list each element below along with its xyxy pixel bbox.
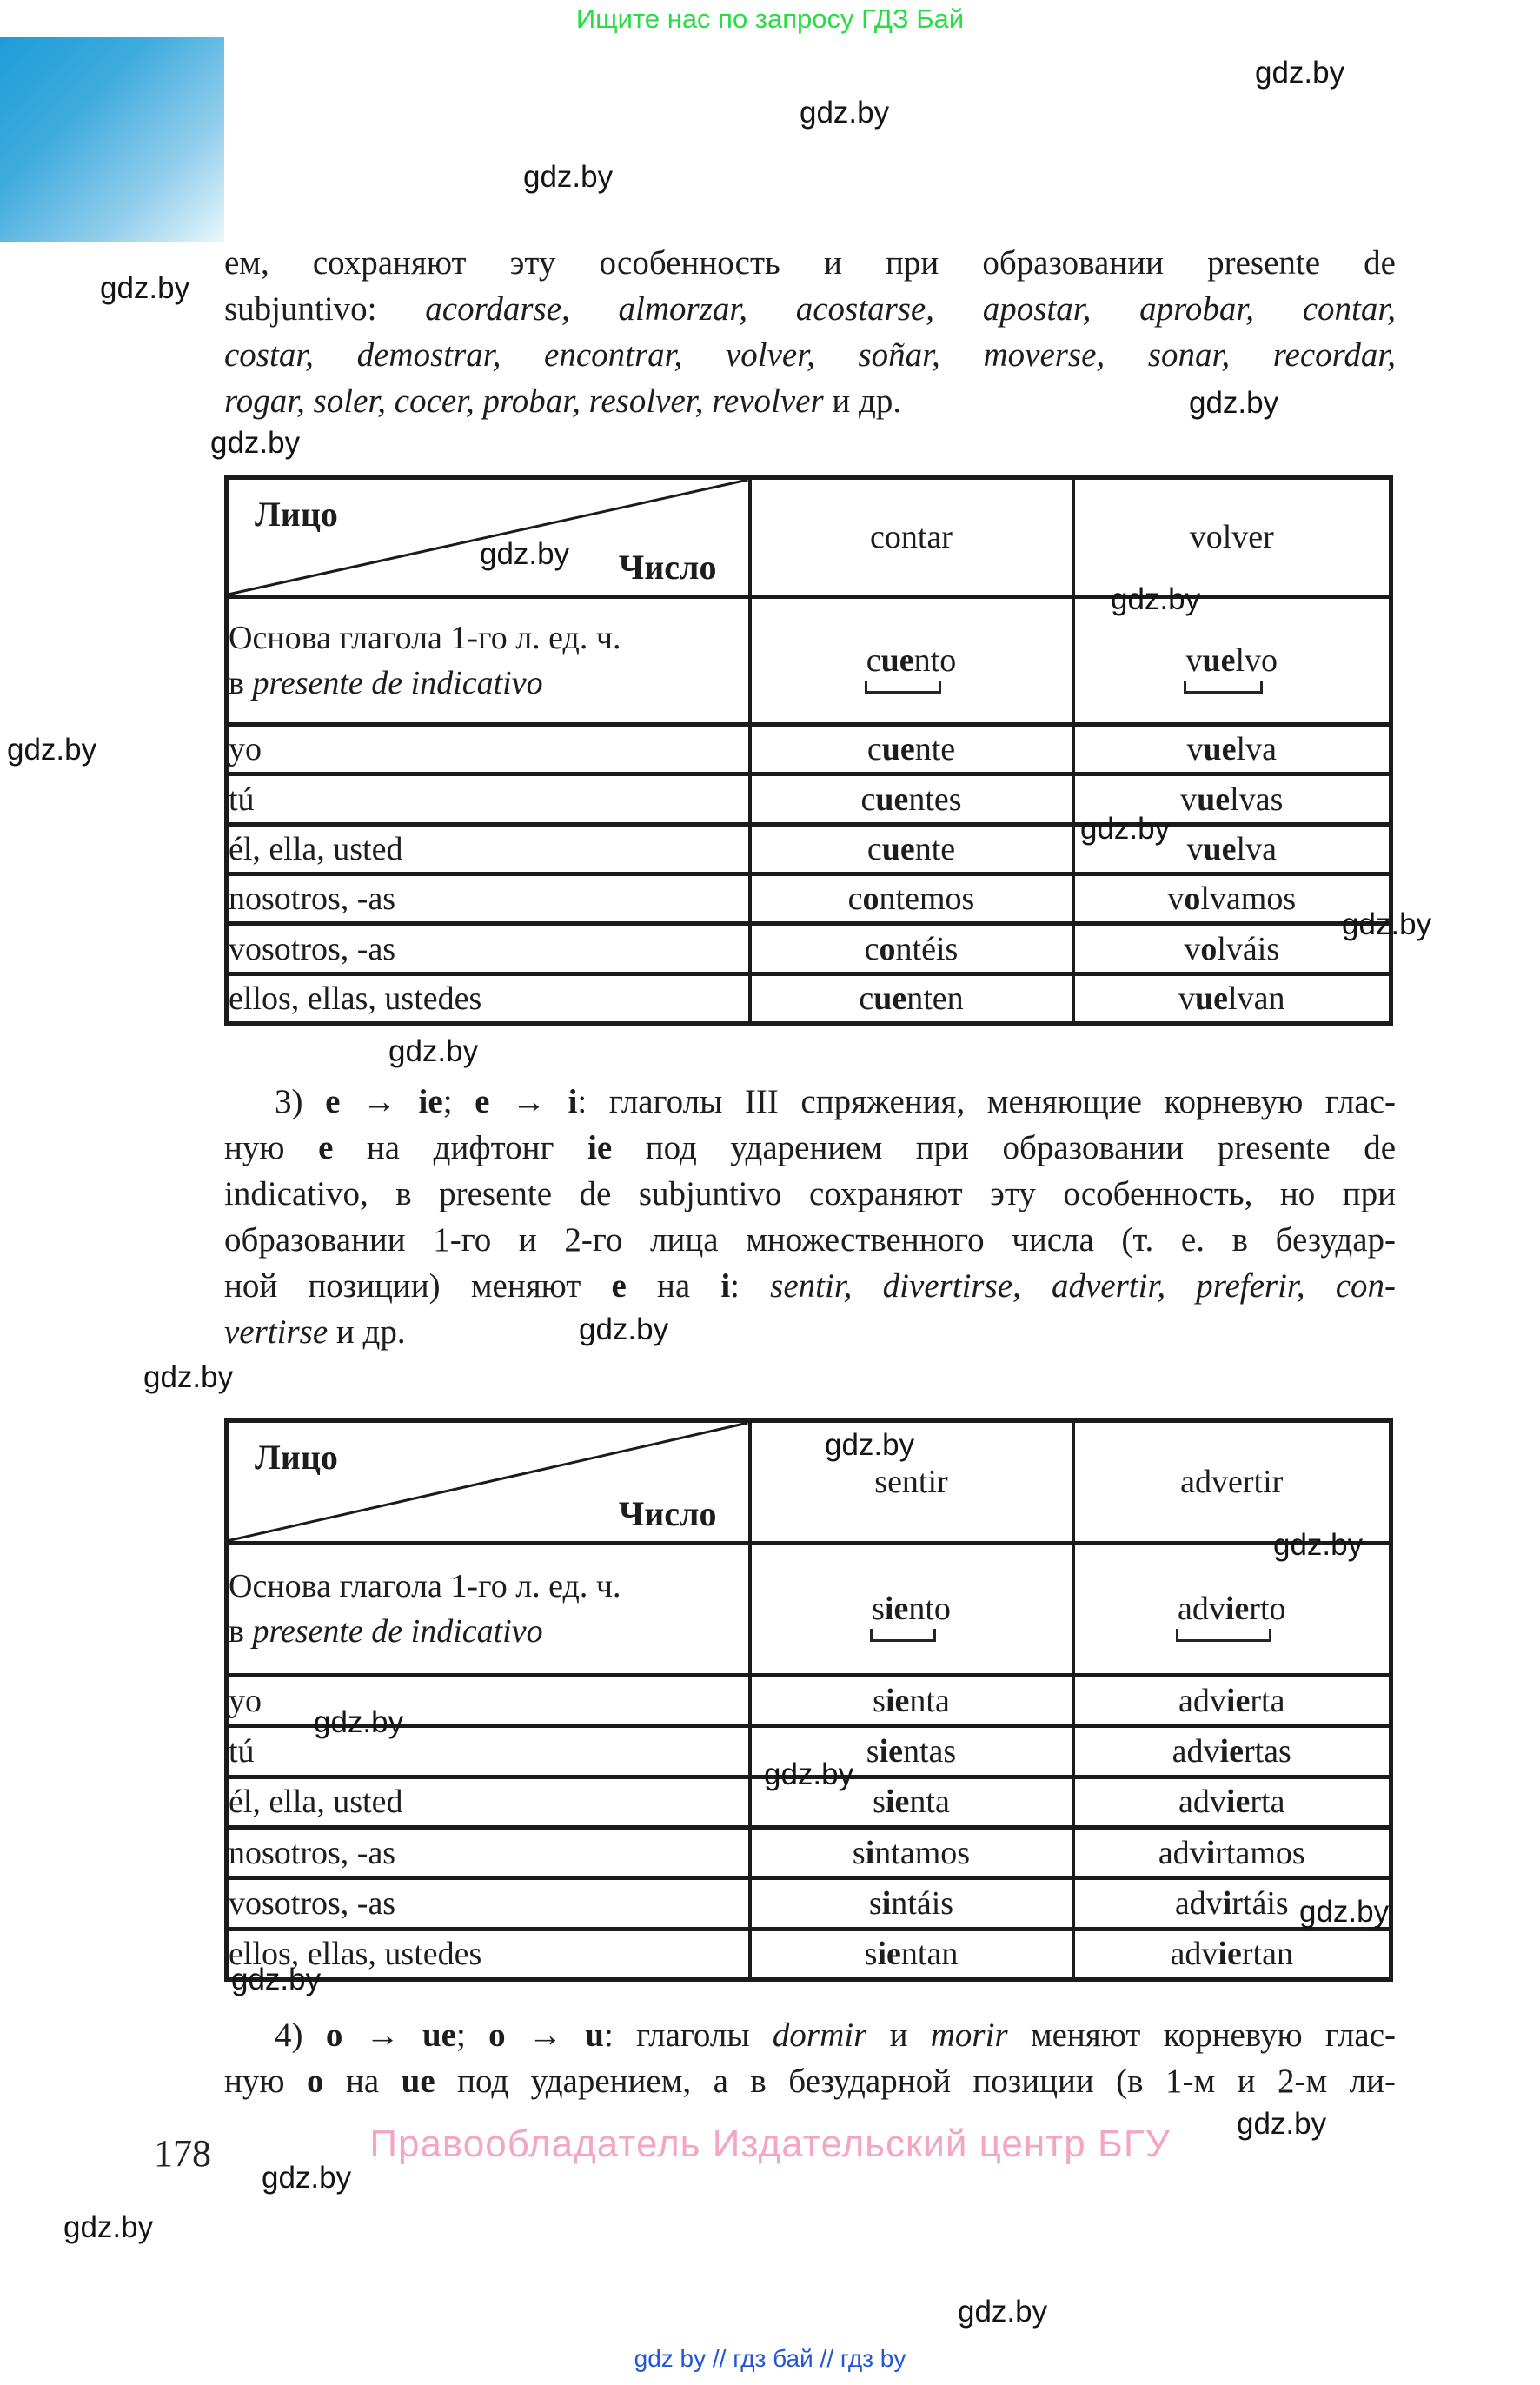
person-cell: él, ella, usted <box>227 1777 750 1827</box>
text-line: costar, demostrar, encontrar, volver, soñar, moverse, sonar, recordar, <box>224 336 1396 374</box>
diagonal-header-cell <box>227 1421 750 1544</box>
gdz-watermark: gdz.by <box>579 1312 669 1346</box>
person-axis-label: Лицо <box>255 1438 338 1477</box>
conjugation-cell: cuente <box>750 824 1073 874</box>
conjugation-cell: sienta <box>750 1675 1073 1725</box>
conjugation-cell: advirtamos <box>1073 1827 1391 1877</box>
text-line: subjuntivo: acordarse, almorzar, acostarse, apostar, aprobar, contar, <box>224 290 1396 328</box>
person-axis-label: Лицо <box>255 495 338 534</box>
conjugation-cell: sintáis <box>750 1878 1073 1929</box>
stem-row <box>227 1543 1391 1675</box>
table-row <box>227 725 1391 774</box>
gdz-watermark: gdz.by <box>764 1757 854 1791</box>
promo-banner-text: Ищите нас по запросу ГДЗ Бай <box>575 3 965 34</box>
person-cell: tú <box>227 774 750 824</box>
text-line: rogar, soler, cocer, probar, resolver, revolver и др. <box>224 382 902 420</box>
gdz-watermark: gdz.by <box>480 537 570 571</box>
person-cell: vosotros, -as <box>227 924 750 973</box>
conjugation-cell: vuelva <box>1073 824 1391 874</box>
stem-label-line1: Основа глагола 1-го л. ед. ч. <box>229 1568 621 1605</box>
table-row <box>227 1827 1391 1877</box>
conjugation-cell: advierta <box>1073 1777 1391 1827</box>
person-cell: nosotros, -as <box>227 1827 750 1877</box>
conjugation-cell: cuentes <box>750 774 1073 824</box>
person-cell: nosotros, -as <box>227 874 750 924</box>
text-line: ем, сохраняют эту особенность и при образовании presente de <box>224 244 1396 282</box>
table-row <box>227 774 1391 824</box>
paragraph-rule-3 <box>224 1079 1396 1355</box>
gdz-watermark: gdz.by <box>1189 386 1279 420</box>
person-cell: yo <box>227 725 750 774</box>
conjugation-cell: adviertan <box>1073 1929 1391 1979</box>
text-line: 3) e → ie; e → i: глаголы III спряжения, меняющие корневую глас- <box>275 1083 1397 1120</box>
conjugation-cell: cuente <box>750 725 1073 774</box>
table-row <box>227 1929 1391 1979</box>
gdz-watermark: gdz.by <box>262 2161 352 2195</box>
table-row <box>227 973 1391 1023</box>
conjugation-cell: volvamos <box>1073 874 1391 924</box>
conjugation-cell: sintamos <box>750 1827 1073 1877</box>
page-number: 178 <box>154 2132 211 2175</box>
stem-label-line2: в presente de indicativo <box>229 1613 543 1651</box>
gdz-watermark: gdz.by <box>210 426 301 460</box>
gdz-watermark: gdz.by <box>100 271 190 305</box>
gdz-watermark: gdz.by <box>388 1034 479 1068</box>
stem-row-label <box>227 1543 750 1675</box>
stem-form-cell <box>750 1543 1073 1675</box>
stem-row <box>227 596 1391 724</box>
stem-label-line2: в presente de indicativo <box>229 664 543 701</box>
table-header-row <box>227 1421 1391 1544</box>
gdz-watermark: gdz.by <box>231 1963 322 1996</box>
conjugation-cell: vuelva <box>1073 725 1391 774</box>
gdz-watermark: gdz.by <box>63 2210 154 2244</box>
table-row <box>227 824 1391 874</box>
text-line: 4) o → ue; o → u: глаголы dormir и morir меняют корневую глас- <box>275 2016 1396 2054</box>
stem-word: siento <box>872 1591 951 1628</box>
conjugation-cell: sientas <box>750 1726 1073 1777</box>
gdz-watermark: gdz.by <box>958 2295 1048 2329</box>
text-line: vertirse и др. <box>224 1313 406 1351</box>
gdz-watermark: gdz.by <box>1237 2107 1327 2141</box>
text-line: образовании 1-го и 2-го лица множественного числа (т. е. в безудар- <box>224 1221 1396 1259</box>
number-axis-label: Число <box>618 547 717 587</box>
gdz-watermark: gdz.by <box>1111 582 1201 616</box>
paragraph-rule-4 <box>224 2012 1396 2104</box>
table-header-row <box>227 478 1391 597</box>
gdz-watermark: gdz.by <box>1273 1528 1364 1562</box>
text-line: ной позиции) меняют e на i: sentir, divertirse, advertir, preferir, con- <box>224 1267 1397 1305</box>
table-row <box>227 1878 1391 1929</box>
verb-header: volver <box>1073 478 1391 597</box>
stem-word: vuelvo <box>1185 641 1278 679</box>
conjugation-cell: contemos <box>750 874 1073 924</box>
conjugation-cell: vuelvas <box>1073 774 1391 824</box>
conjugation-cell: advirtáis <box>1073 1878 1391 1929</box>
conjugation-cell: sientan <box>750 1929 1073 1979</box>
person-cell: vosotros, -as <box>227 1878 750 1929</box>
text-line: ную e на дифтонг ie под ударением при образовании presente de <box>224 1129 1397 1166</box>
text-line: indicativo, в presente de subjuntivo сохраняют эту особенность, но при <box>224 1175 1396 1212</box>
stem-form-cell <box>750 596 1073 724</box>
gdz-watermark: gdz.by <box>314 1705 404 1739</box>
number-axis-label: Число <box>618 1493 717 1533</box>
conjugation-cell: volváis <box>1073 924 1391 973</box>
person-cell: yo <box>227 1675 750 1725</box>
conjugation-cell: sienta <box>750 1777 1073 1827</box>
conjugation-cell: advierta <box>1073 1675 1391 1725</box>
verb-header: advertir <box>1073 1421 1391 1544</box>
conjugation-cell: cuenten <box>750 973 1073 1023</box>
person-cell: ellos, ellas, ustedes <box>227 1929 750 1979</box>
stem-word: cuento <box>866 641 957 679</box>
conjugation-table-contar-volver <box>224 475 1393 1026</box>
footer-site-links[interactable]: gdz by // гдз бай // гдз by <box>634 2345 906 2372</box>
conjugation-cell: adviertas <box>1073 1726 1391 1777</box>
gdz-watermark: gdz.by <box>825 1428 915 1462</box>
person-cell: tú <box>227 1726 750 1777</box>
gdz-watermark: gdz.by <box>523 160 614 194</box>
person-cell: él, ella, usted <box>227 824 750 874</box>
conjugation-cell: vuelvan <box>1073 973 1391 1023</box>
gdz-watermark: gdz.by <box>800 96 890 130</box>
gdz-watermark: gdz.by <box>1299 1895 1390 1929</box>
stem-form-cell <box>1073 1543 1391 1675</box>
person-cell: ellos, ellas, ustedes <box>227 973 750 1023</box>
table-row <box>227 874 1391 924</box>
gdz-watermark: gdz.by <box>1080 812 1171 846</box>
table-row <box>227 924 1391 973</box>
gdz-watermark: gdz.by <box>143 1360 234 1394</box>
gdz-watermark: gdz.by <box>1342 907 1432 941</box>
stem-word: advierto <box>1177 1591 1286 1628</box>
gdz-watermark: gdz.by <box>7 733 97 767</box>
verb-header: contar <box>750 478 1073 597</box>
corner-decoration <box>0 37 224 242</box>
stem-row-label <box>227 596 750 724</box>
conjugation-table-sentir-advertir <box>224 1418 1393 1982</box>
verb-header: sentir <box>750 1421 1073 1544</box>
copyright-notice: Правообладатель Издательский центр БГУ <box>369 2123 1171 2165</box>
gdz-watermark: gdz.by <box>1255 56 1345 90</box>
stem-label-line1: Основа глагола 1-го л. ед. ч. <box>229 619 621 656</box>
conjugation-cell: contéis <box>750 924 1073 973</box>
text-line: ную o на ue под ударением, а в безударной позиции (в 1-м и 2-м ли- <box>224 2063 1396 2100</box>
